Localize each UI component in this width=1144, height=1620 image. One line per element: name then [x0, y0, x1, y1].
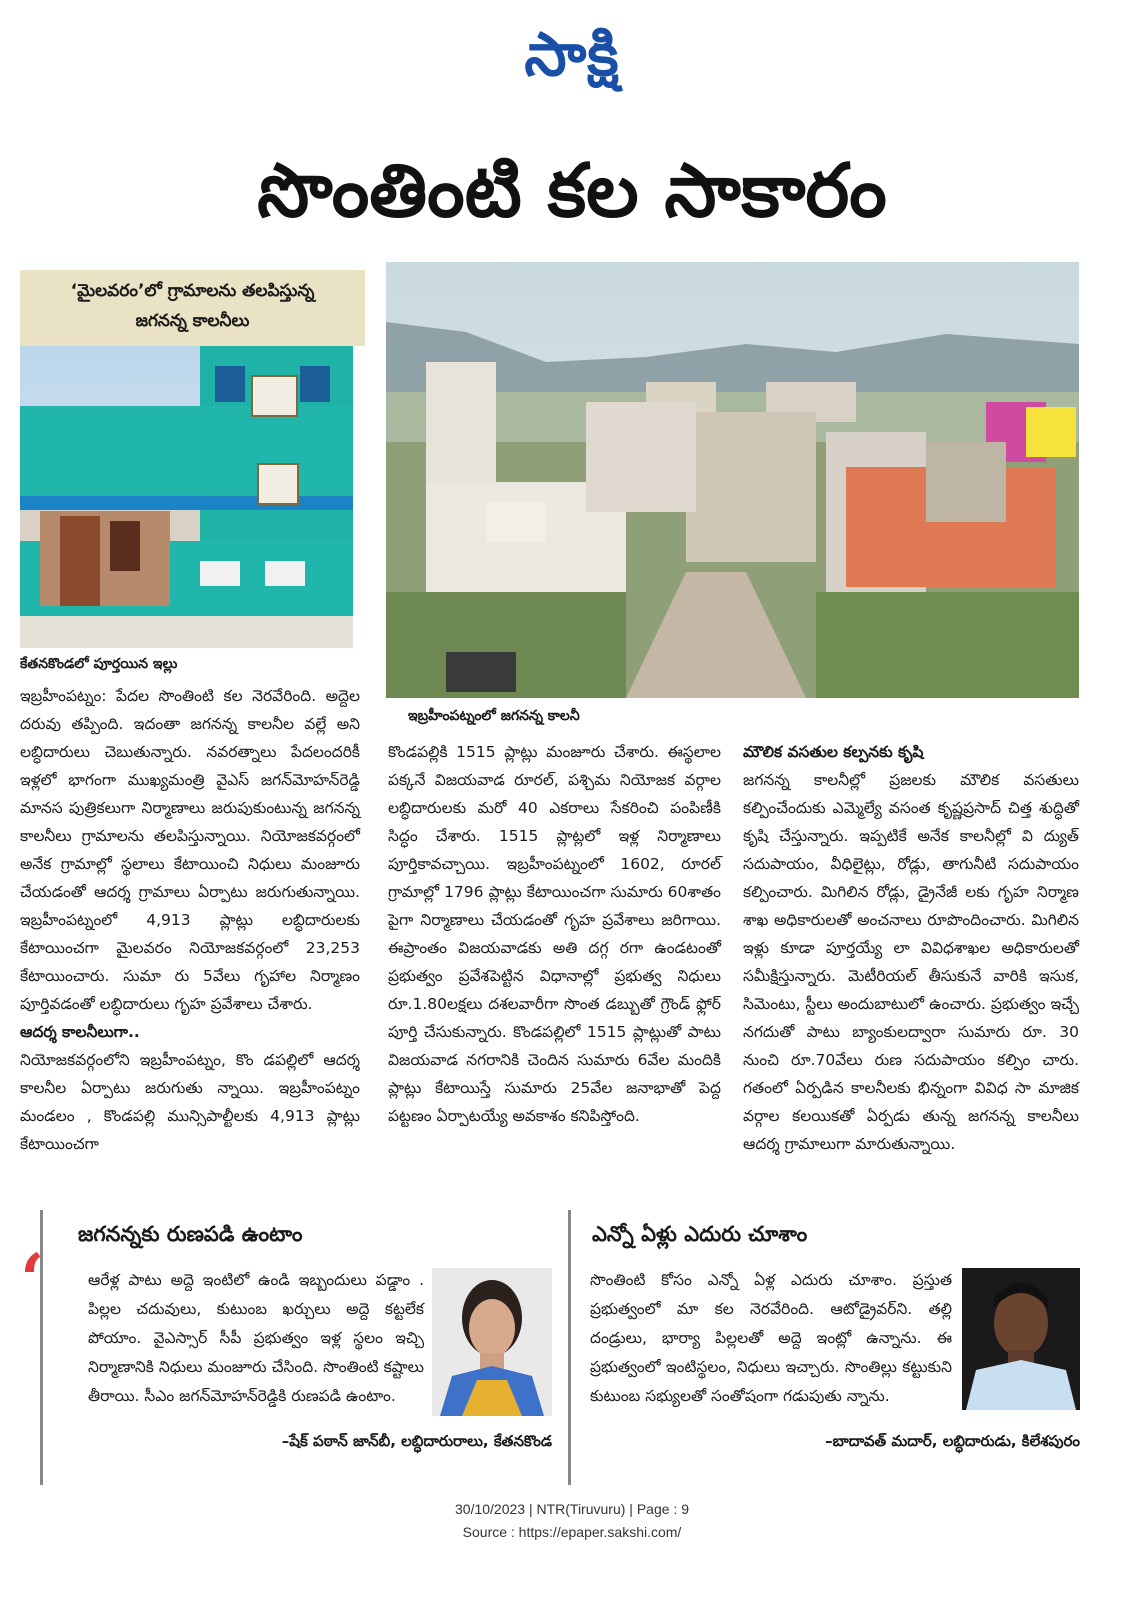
house-photo-caption: కేతనకొండలో పూర్తయిన ఇల్లు [20, 656, 178, 672]
quote-2-left-rule [568, 1210, 571, 1485]
quote-1-signature: –షేక్ పఠాన్ జాన్‌బీ, లబ్ధిదారురాలు, కేతనకొండ [281, 1432, 552, 1450]
column-3 [743, 738, 1079, 1158]
kicker-line-2: జగనన్న కాలనీలు [135, 311, 250, 331]
column-2 [388, 738, 721, 1130]
column-2-para-1: కొండపల్లికి 1515 ప్లాట్లు మంజూరు చేశారు. ఈస్థలాల పక్కనే విజయవాడ రూరల్, పశ్చిమ నియోజక వర్గాల లబ్ధిదారులకు మరో 40 ఎకరాలు సేకరించి పంపిణీకి సిద్ధం చేశారు. 1515 ప్లాట్లలో ఇళ్ల నిర్మాణాలు పూర్తికావచ్చాయి. ఇబ్రహీంపట్నంలో 1602, రూరల్ గ్రామాల్లో 1796 ప్లాట్లు కేటాయించగా సుమారు 60శాతం పైగా నిర్మాణాలు చేయడంతో గృహ ప్రవేశాలు జరిగాయి. ఈప్రాంతం విజయవాడకు అతి దగ్గ రగా ఉండటంతో ప్రభుత్వం ప్రవేశపెట్టిన విధానాల్లో ప్రభుత్వ నిధులు రూ.1.80లక్షలు దశలవారీగా సొంత డబ్బుతో గ్రౌండ్ ఫ్లోర్ పూర్తి చేసుకున్నారు. కొండపల్లిలో 1515 ప్లాట్లుతో పాటు విజయవాడ నగరానికి చెందిన సుమారు 6వేల మందికి ప్లాట్లు కేటాయిస్తే సుమారు 25వేల జనాభాతో పెద్ద పట్టణం ఏర్పాటయ్యే అవకాశం కనిపిస్తోంది. [388, 743, 721, 1125]
quote-2-title: ఎన్నో ఏళ్లు ఎదురు చూశాం [592, 1222, 808, 1246]
footer-date-edition: 30/10/2023 | NTR(Tiruvuru) | Page : 9 [455, 1501, 689, 1517]
colony-photo [386, 262, 1079, 698]
house-photo [20, 346, 353, 648]
quote-1-portrait [432, 1268, 552, 1416]
quote-2-portrait [962, 1268, 1080, 1410]
column-3-para-1: జగనన్న కాలనీల్లో ప్రజలకు మౌలిక వసతులు కల్పించేందుకు ఎమ్మెల్యే వసంత కృష్ణప్రసాద్ చిత్త శుద్ధితో కృషి చేస్తున్నారు. ఇప్పటికే అనేక కాలనీల్లో వి ద్యుత్ సదుపాయం, వీధిలైట్లు, రోడ్లు, తాగునీటి సదుపాయం కల్పించారు. మిగిలిన రోడ్లు, డ్రైనేజీ లకు గృహ నిర్మాణ శాఖ అధికారులతో అంచనాలు రూపొందించారు. మిగిలిన ఇళ్లు కూడా పూర్తయ్యే లా వివిధశాఖల అధికారులతో సమీక్షిస్తున్నారు. మెటీరియల్ తీసుకునే వారికి ఇసుక, సిమెంటు, స్టీలు అందుబాటులో ఉంచారు. ప్రభుత్వం ఇచ్చే నగదుతో పాటు బ్యాంకులద్వారా సుమారు రూ. 30 నుంచి రూ.70వేలు రుణ సదుపాయం కల్పిం చారు. గతంలో ఏర్పడిన కాలనీలకు భిన్నంగా వివిధ సా మాజిక వర్గాల కలయికతో ఏర్పడు తున్న జగనన్న కాలనీలు ఆదర్శ గ్రామాలుగా మారుతున్నాయి. [743, 771, 1079, 1153]
kicker-line-1: ‘మైలవరం’లో గ్రామాలను తలపిస్తున్న [70, 281, 315, 301]
quote-mark-icon: ‘ [20, 1238, 45, 1321]
column-1 [20, 682, 360, 1158]
quote-1-title: జగనన్నకు రుణపడి ఉంటాం [78, 1222, 303, 1246]
kicker-box [20, 270, 365, 346]
column-1-para-2: నియోజకవర్గంలోని ఇబ్రహీంపట్నం, కొం డపల్లిలో ఆదర్శ కాలనీల ఏర్పాటు జరుగుతు న్నాయి. ఇబ్రహీంపట్నం మండలం , కొండపల్లి మున్సిపాల్టీలకు 4,913 ప్లాట్లు కేటాయించగా [20, 1051, 360, 1153]
column-1-para-1: ఇబ్రహీంపట్నం: పేదల సొంతింటి కల నెరవేరింది. అద్దెల దరువు తప్పింది. ఇదంతా జగనన్న కాలనీల వల్లే అని లబ్ధిదారులు చెబుతున్నారు. నవరత్నాలు పేదలందరికీ ఇళ్లలో భాగంగా ముఖ్యమంత్రి వైఎస్ జగన్‌మోహన్‌రెడ్డి మానస పుత్రికలుగా నిర్మాణాలు జరుపుకుంటున్న జగనన్న కాలనీలు గ్రామాలను తలపిస్తున్నాయి. నియోజకవర్గంలో అనేక గ్రామాల్లో స్థలాలు కేటాయించి నిధులు మంజూరు చేయడంతో ఆదర్శ గ్రామాలు ఏర్పాటు జరుగుతున్నాయి. ఇబ్రహీంపట్నంలో 4,913 ప్లాట్లు లబ్ధిదారులకు కేటాయించగా మైలవరం నియోజకవర్గంలో 23,253 కేటాయించారు. సుమా రు 5వేలు గృహాల నిర్మాణం పూర్తివడంతో లబ్ధిదారులు గృహ ప్రవేశాలు చేశారు. [20, 687, 360, 1013]
masthead-logo: సాక్షి [524, 20, 620, 90]
colony-photo-caption: ఇబ్రహీంపట్నంలో జగనన్న కాలనీ [408, 708, 580, 724]
quote-2-text: సొంతింటి కోసం ఎన్నో ఏళ్ల ఎదురు చూశాం. ప్రస్తుత ప్రభుత్వంలో మా కల నెరవేరింది. ఆటోడ్రైవర్‌ని. తల్లి దండ్రులు, భార్యా పిల్లలతో అద్దె ఇంట్లో ఉన్నాను. ఈ ప్రభుత్వంలో ఇంటిస్థలం, నిధులు ఇచ్చారు. సొంతిల్లు కట్టుకుని కుటుంబ సభ్యులతో సంతోషంగా గడుపుతు న్నాను. [590, 1271, 952, 1405]
footer-source-link[interactable]: Source : https://epaper.sakshi.com/ [462, 1524, 682, 1540]
quote-1-text: ఆరేళ్ల పాటు అద్దె ఇంటిలో ఉండి ఇబ్బందులు పడ్డాం . పిల్లల చదువులు, కుటుంబ ఖర్చులు అద్దె కట్టలేక పోయాం. వైఎస్సార్ సీపీ ప్రభుత్వం ఇళ్ల స్థలం ఇచ్చి నిర్మాణానికి నిధులు మంజూరు చేసింది. సొంతింటి కష్టాలు తీరాయి. సీఎం జగన్‌మోహన్‌రెడ్డికి రుణపడి ఉంటాం. [88, 1271, 424, 1405]
headline: సొంతింటి కల సాకారం [257, 148, 887, 234]
column-3-subhead: మౌలిక వసతుల కల్పనకు కృషి [743, 743, 924, 761]
column-1-subhead: ఆదర్శ కాలనీలుగా.. [20, 1023, 140, 1041]
quote-2-signature: –బాదావత్ మదార్, లబ్ధిదారుడు, కిలేశపురం [825, 1432, 1080, 1450]
